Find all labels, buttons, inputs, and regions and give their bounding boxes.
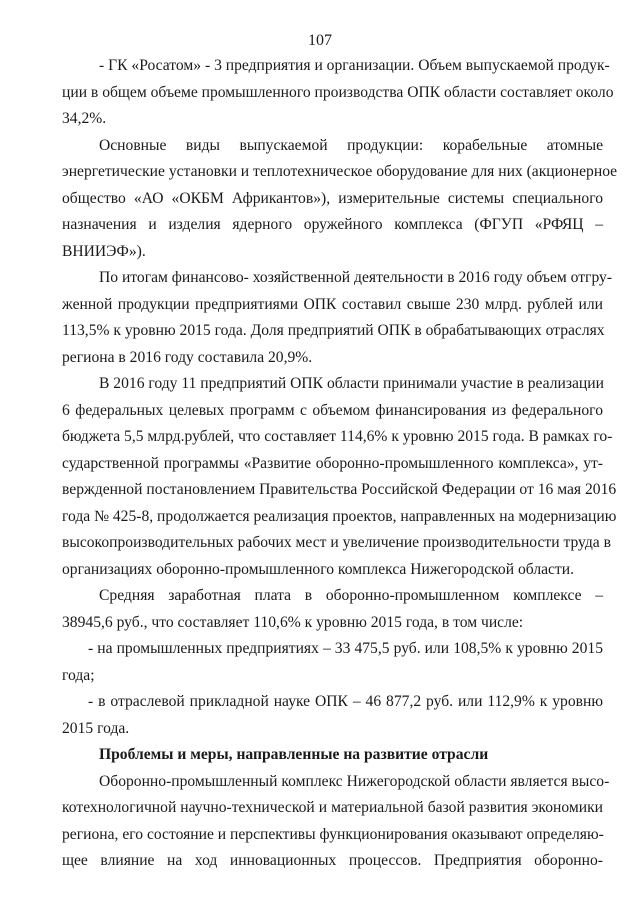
page-number: 107	[308, 32, 332, 49]
text-line: 34,2%.	[62, 110, 107, 127]
list-item-line: 2015 года.	[62, 720, 130, 737]
text-line: котехнологичной научно-технической и материальной базой развития экономики	[62, 799, 603, 816]
text-line: ции в общем объеме промышленного производства ОПК области составляет около	[62, 84, 614, 101]
text-line: В 2016 году 11 предприятий ОПК области принимали участие в реализации	[99, 375, 604, 392]
text-line: - ГК «Росатом» - 3 предприятия и организации. Объем выпускаемой продук-	[99, 57, 610, 74]
list-item-line: года;	[62, 667, 95, 684]
text-line: женной продукции предприятиями ОПК составил свыше 230 млрд. рублей или	[62, 296, 603, 313]
text-line: щее влияние на ход инновационных процессов. Предприятия оборонно-	[62, 852, 603, 869]
text-line: вержденной постановлением Правительства Российской Федерации от 16 мая 2016	[62, 481, 617, 498]
text-line: общество «АО «ОКБМ Африкантов»), измерительные системы специального	[62, 190, 603, 207]
text-line: ВНИИЭФ»).	[62, 243, 146, 260]
text-line: По итогам финансово- хозяйственной деятельности в 2016 году объем отгру-	[99, 269, 613, 286]
text-line: энергетические установки и теплотехническое оборудование для них (акционерное	[62, 163, 618, 180]
list-item-line: - в отраслевой прикладной науке ОПК – 46 877,2 руб. или 112,9% к уровню	[88, 693, 603, 710]
text-line: 6 федеральных целевых программ с объемом финансирования из федерального	[62, 402, 603, 419]
text-line: организациях оборонно-промышленного комплекса Нижегородской области.	[62, 561, 574, 578]
text-line: Оборонно-промышленный комплекс Нижегородской области является высо-	[99, 773, 610, 790]
text-line: назначения и изделия ядерного оружейного комплекса (ФГУП «РФЯЦ –	[62, 216, 603, 233]
text-line: года № 425-8, продолжается реализация проектов, направленных на модернизацию	[62, 508, 617, 525]
text-line: 113,5% к уровню 2015 года. Доля предприятий ОПК в обрабатывающих отраслях	[62, 322, 605, 339]
text-line: высокопроизводительных рабочих мест и увеличение производительности труда в	[62, 534, 611, 551]
list-item-line: - на промышленных предприятиях – 33 475,5 руб. или 108,5% к уровню 2015	[88, 640, 603, 657]
text-line: бюджета 5,5 млрд.рублей, что составляет 114,6% к уровню 2015 года. В рамках го-	[62, 428, 613, 445]
text-line: 38945,6 руб., что составляет 110,6% к уровню 2015 года, в том числе:	[62, 614, 524, 631]
text-line: региона, его состояние и перспективы функционирования оказывают определяю-	[62, 826, 604, 843]
text-line: Основные виды выпускаемой продукции: корабельные атомные	[99, 137, 603, 154]
text-line: региона в 2016 году составила 20,9%.	[62, 349, 313, 366]
text-line: сударственной программы «Развитие оборонно-промышленного комплекса», ут-	[62, 455, 603, 472]
text-line: Средняя заработная плата в оборонно-промышленном комплексе –	[99, 587, 603, 604]
section-heading: Проблемы и меры, направленные на развитие отрасли	[99, 746, 489, 763]
